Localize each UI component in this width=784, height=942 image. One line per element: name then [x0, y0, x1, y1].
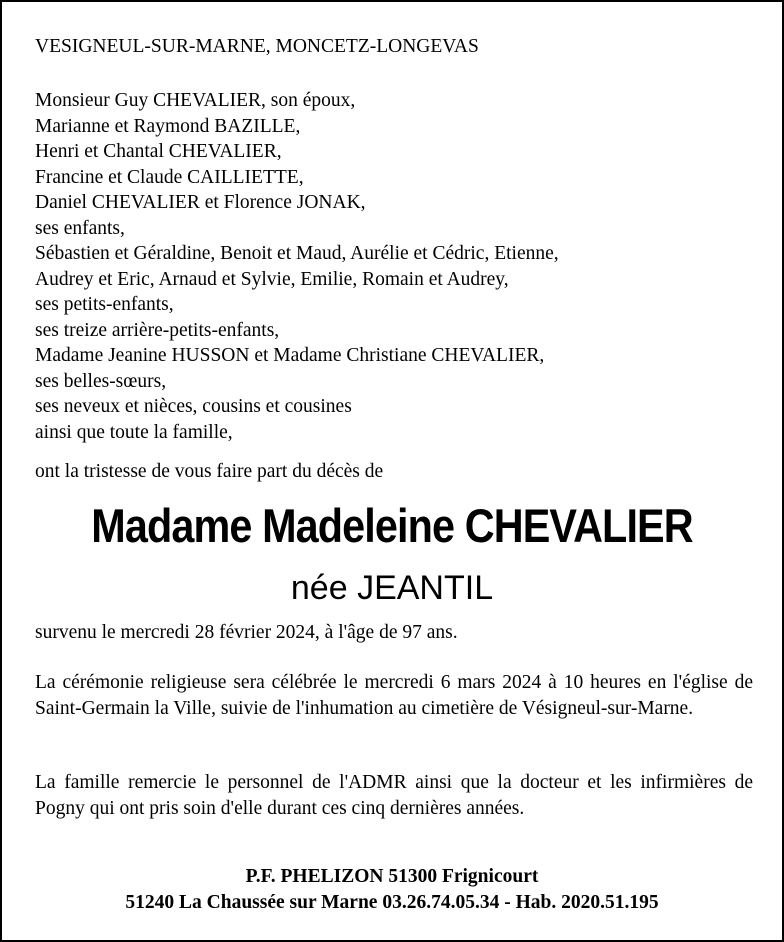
family-line: ses treize arrière-petits-enfants, — [35, 319, 280, 341]
funeral-home-line2: 51240 La Chaussée sur Marne 03.26.74.05.34 - Hab. 2020.51.195 — [125, 891, 659, 913]
locality-header: VESIGNEUL-SUR-MARNE, MONCETZ-LONGEVAS — [35, 36, 479, 57]
announcement-intro: ont la tristesse de vous faire part du décès de — [35, 461, 384, 482]
deceased-name: Madame Madeleine CHEVALIER — [91, 499, 693, 552]
family-line: Madame Jeanine HUSSON et Madame Christiane CHEVALIER, — [35, 345, 545, 366]
family-line: Francine et Claude CAILLIETTE, — [35, 166, 304, 188]
family-line: Audrey et Eric, Arnaud et Sylvie, Emilie, Romain et Audrey, — [35, 268, 509, 290]
family-line: Daniel CHEVALIER et Florence JONAK, — [35, 192, 366, 213]
birth-name: née JEANTIL — [290, 569, 494, 607]
family-list — [35, 88, 753, 445]
family-line: ses neveux et nièces, cousins et cousines — [35, 396, 352, 417]
family-line: Marianne et Raymond BAZILLE, — [35, 115, 301, 137]
family-line: Sébastien et Géraldine, Benoit et Maud, Aurélie et Cédric, Etienne, — [35, 243, 559, 264]
thanks-paragraph: La famille remercie le personnel de l'ADMR ainsi que la docteur et les infirmières de Pogny qui ont pris soin d'elle durant ces cinq dernières années. — [35, 772, 753, 819]
family-line: ses enfants, — [35, 217, 125, 239]
funeral-home-info — [2, 864, 782, 915]
family-line: ainsi que toute la famille, — [35, 421, 233, 443]
family-line: ses belles-sœurs, — [35, 370, 167, 392]
ceremony-paragraph: La cérémonie religieuse sera célébrée le mercredi 6 mars 2024 à 10 heures en l'église de Saint-Germain la Ville, suivie de l'inhumation au cimetière de Vésigneul-sur-Marne. — [35, 672, 753, 719]
family-line: Henri et Chantal CHEVALIER, — [35, 141, 282, 162]
family-line: ses petits-enfants, — [35, 294, 174, 315]
death-info: survenu le mercredi 28 février 2024, à l'âge de 97 ans. — [35, 622, 458, 643]
funeral-home-line1: P.F. PHELIZON 51300 Frignicourt — [245, 866, 539, 887]
family-line: Monsieur Guy CHEVALIER, son époux, — [35, 90, 356, 111]
